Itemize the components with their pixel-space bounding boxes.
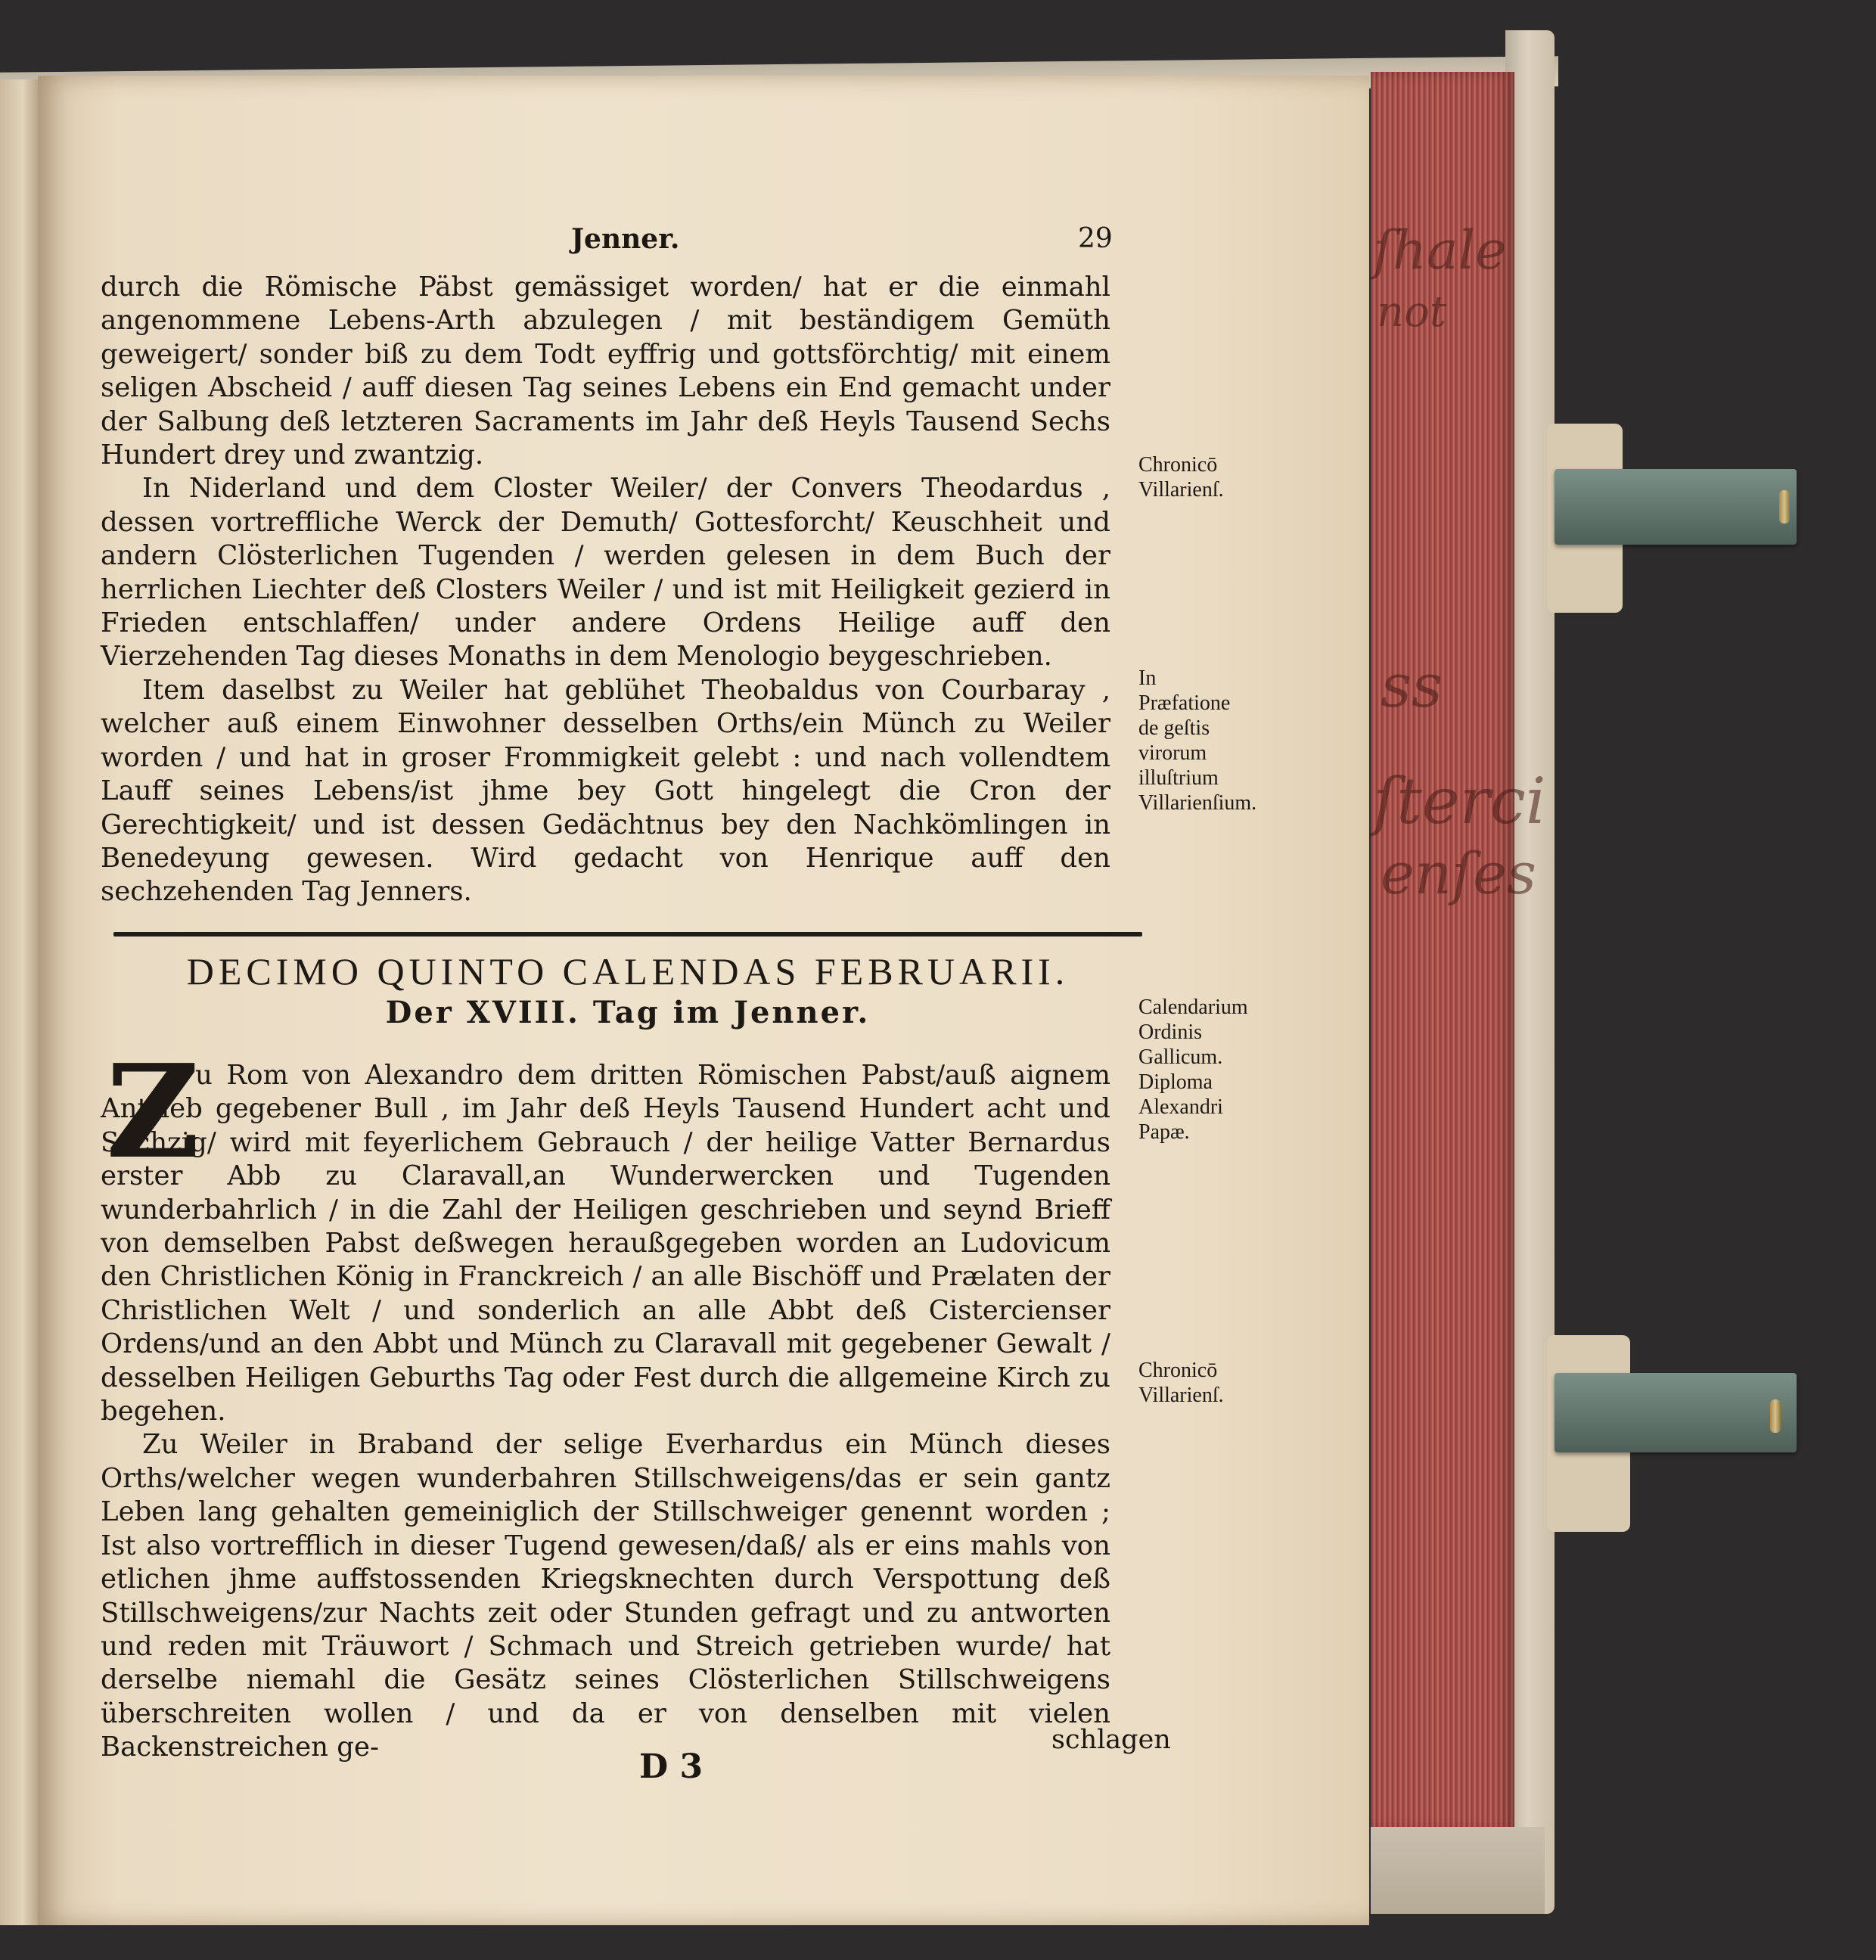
date-heading-german: Der XVIII. Tag im Jenner. bbox=[385, 995, 871, 1030]
running-head: Jenner. bbox=[571, 223, 680, 255]
clasp-plate-lower bbox=[1555, 1373, 1797, 1452]
margin-note: Chronicō Villarienſ. bbox=[1138, 1359, 1224, 1407]
facing-page-edge bbox=[0, 79, 38, 1925]
edge-handwriting: ss bbox=[1381, 651, 1443, 721]
section-divider bbox=[113, 932, 1142, 937]
paragraph: durch die Römische Päbst gemässiget worden/ hat er die einmahl angenommene Lebens-Arth abzulegen / mit beständigem Gemüth geweigert/ sonder biß zu dem Todt eyffrig und gottsförchtig/ mit einem seligen Abscheid / auff diesen Tag seines Lebens ein End gemacht under der Salbung deß letzteren Sacraments im Jahr deß Heyls Tausend Sechs Hundert drey und zwantzig. bbox=[101, 272, 1110, 471]
paragraph: Item daselbst zu Weiler hat geblühet Theobaldus von Courbaray , welcher auß einem Einwohner desselben Orths/ein Münch zu Weiler worden / und hat in groser Frommigkeit gelebt : und nach vollendtem Lauff seines Lebens/ist jhme bey Gott hingelegt die Cron der Gerechtigkeit/ und ist dessen Gedächtnus bey den Nachkömlingen in Benedeyung gewesen. Wird gedacht von Henrique auff den sechzehenden Tag Jenners. bbox=[101, 674, 1110, 908]
book-cover-bottom bbox=[1371, 1827, 1545, 1914]
catchword: schlagen bbox=[1051, 1725, 1171, 1755]
drop-capital: Z bbox=[106, 1036, 200, 1188]
paragraph: In Niderland und dem Closter Weiler/ der Convers Theodardus , dessen vortreffliche Werck der Demuth/ Gottesforcht/ Keuschheit und andern Clösterlichen Tugenden / werden gelesen in dem Buch der herrlichen Liechter deß Closters Weiler / und ist mit Heiligkeit gezierd in Frieden entschlaffen/ under andere Ordens Heilige auff den Vierzehenden Tag dieses Monaths in dem Menologio beygeschrieben. bbox=[101, 473, 1110, 672]
section-2-text bbox=[101, 1059, 1110, 1765]
margin-note: Chronicō Villarienſ. bbox=[1138, 453, 1224, 502]
paragraph: u Rom von Alexandro dem dritten Römischen Pabst/auß aignem Antrieb gegebener Bull , im Jahr deß Heyls Tausend Hundert acht und Sechzig/ wird mit feyerlichem Gebrauch / der heilige Vatter Bernardus erster Abb zu Claravall,an Wunderwercken und Tugenden wunderbahrlich / in die Zahl der Heiligen geschrieben und seynd Brieff von demselben Pabst deßwegen heraußgegeben worden an Ludovicum den Christlichen König in Franckreich / an alle Bischöff und Prælaten der Christlichen Welt / und sonderlich an alle Abbt deß Cistercienser Ordens/und an den Abbt und Münch zu Claravall mit gegebener Gewalt / desselben Heiligen Geburths Tag oder Fest durch die allgemeine Kirch zu begehen. bbox=[101, 1060, 1110, 1427]
margin-note: Calendarium Ordinis Gallicum. Diploma Alexandri Papæ. bbox=[1138, 996, 1248, 1144]
signature-mark: D 3 bbox=[639, 1747, 704, 1786]
clasp-plate-upper bbox=[1555, 469, 1797, 545]
page-number: 29 bbox=[1078, 223, 1113, 254]
paragraph: Zu Weiler in Braband der selige Everhardus ein Münch dieses Orths/welcher wegen wunderbahren Stillschweigens/das er sein gantz Leben lang gehalten gemeiniglich der Stillschweiger genennt worden ; Ist also vortrefflich in dieser Tugend gewesen/daß/ als er eins mahls von etlichen jhme auffstossenden Kriegsknechten durch Verspottung deß Stillschweigens/zur Nachts zeit oder Stunden gefragt und zu antworten und reden mit Träuwort / Schmach und Streich getrieben wurde/ hat derselbe niemahl die Gesätz seines Clösterlichen Stillschweigens überschreiten wollen / und da er von denselben mit vielen Backenstreichen ge- bbox=[101, 1429, 1110, 1763]
section-1-text bbox=[101, 271, 1110, 909]
edge-handwriting: enſes bbox=[1381, 840, 1537, 907]
date-heading-latin: DECIMO QUINTO CALENDAS FEBRUARII. bbox=[186, 950, 1070, 992]
clasp-pin-upper bbox=[1779, 490, 1790, 523]
clasp-pin-lower bbox=[1770, 1399, 1781, 1433]
margin-note: In Præfatione de geſtis virorum illuſtrium Villarienſium. bbox=[1138, 666, 1257, 815]
edge-handwriting: ſterci bbox=[1373, 764, 1546, 838]
printed-page bbox=[38, 76, 1369, 1925]
page-header bbox=[38, 223, 1369, 261]
edge-handwriting: ſhale bbox=[1373, 219, 1507, 281]
edge-handwriting: not bbox=[1377, 287, 1447, 337]
